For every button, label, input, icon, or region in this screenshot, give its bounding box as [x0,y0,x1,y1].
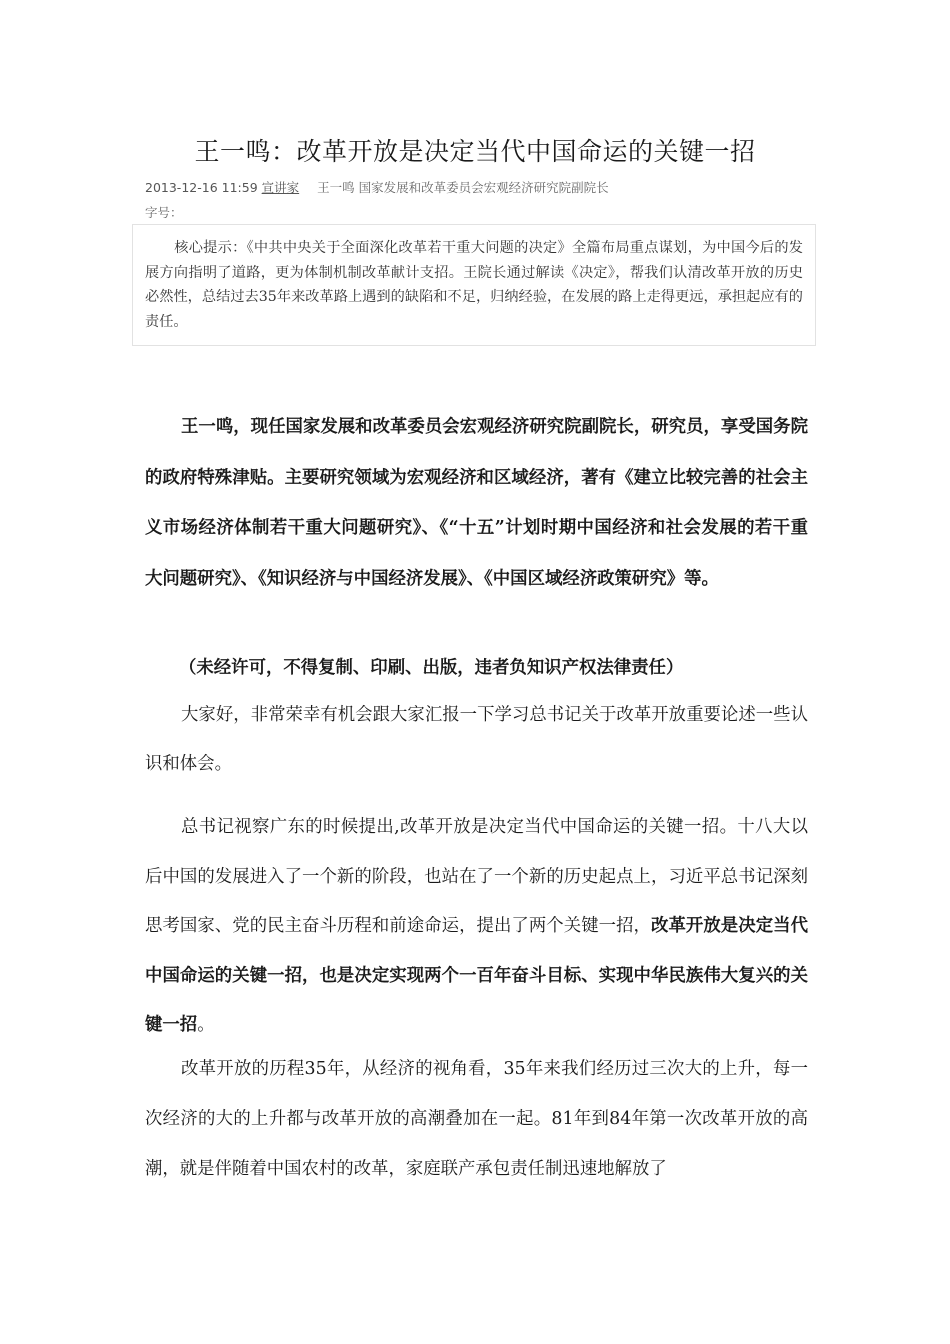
paragraph-3: 改革开放的历程35年，从经济的视角看，35年来我们经历过三次大的上升，每一次经济的大的上升都与改革开放的高潮叠加在一起。81年到84年第一次改革开放的高潮，就是伴随着中国农村的改革，家庭联产承包责任制迅速地解放了 [145,1059,808,1179]
font-size-label: 字号： [145,205,183,220]
summary-box [132,224,816,346]
paragraph-2-text: 总书记视察广东的时候提出,改革开放是决定当代中国命运的关键一招。十八大以后中国的发展进入了一个新的阶段，也站在了一个新的历史起点上，习近平总书记深刻思考国家、党的民主奋斗历程和前途命运，提出了两个关键一招， [145,817,808,936]
author-bio-paragraph: 王一鸣，现任国家发展和改革委员会宏观经济研究院副院长，研究员，享受国务院的政府特殊津贴。主要研究领域为宏观经济和区域经济，著有《建立比较完善的社会主义市场经济体制若干重大问题研究》、《“十五”计划时期中国经济和社会发展的若干重大问题研究》、《知识经济与中国经济发展》、《中国区域经济政策研究》等。 [145,417,808,589]
article-title: 王一鸣：改革开放是决定当代中国命运的关键一招 [194,137,756,166]
paragraph-2 [145,803,808,1051]
paragraph-2-end: 。 [197,1015,215,1035]
paragraph-1: 大家好，非常荣幸有机会跟大家汇报一下学习总书记关于改革开放重要论述一些认识和体会。 [145,705,808,774]
article-meta [145,178,609,196]
summary-text: 核心提示：《中共中央关于全面深化改革若干重大问题的决定》全篇布局重点谋划，为中国今后的发展方向指明了道路，更为体制机制改革献计支招。王院长通过解读《决定》，帮我们认清改革开放的历史必然性，总结过去35年来改革路上遇到的缺陷和不足，归纳经验，在发展的路上走得更远，承担起应有的责任。 [145,240,803,330]
copyright-notice: （未经许可，不得复制、印刷、出版，违者负知识产权法律责任） [179,658,684,678]
paragraph-2-emphasis: 改革开放是决定当代中国命运的关键一招，也是决定实现两个一百年奋斗目标、实现中华民族伟大复兴的关键一招 [145,916,808,1035]
author-line: 王一鸣 国家发展和改革委员会宏观经济研究院副院长 [317,180,609,195]
publish-date: 2013-12-16 11:59 [145,180,258,195]
source-link[interactable]: 宣讲家 [261,180,300,195]
